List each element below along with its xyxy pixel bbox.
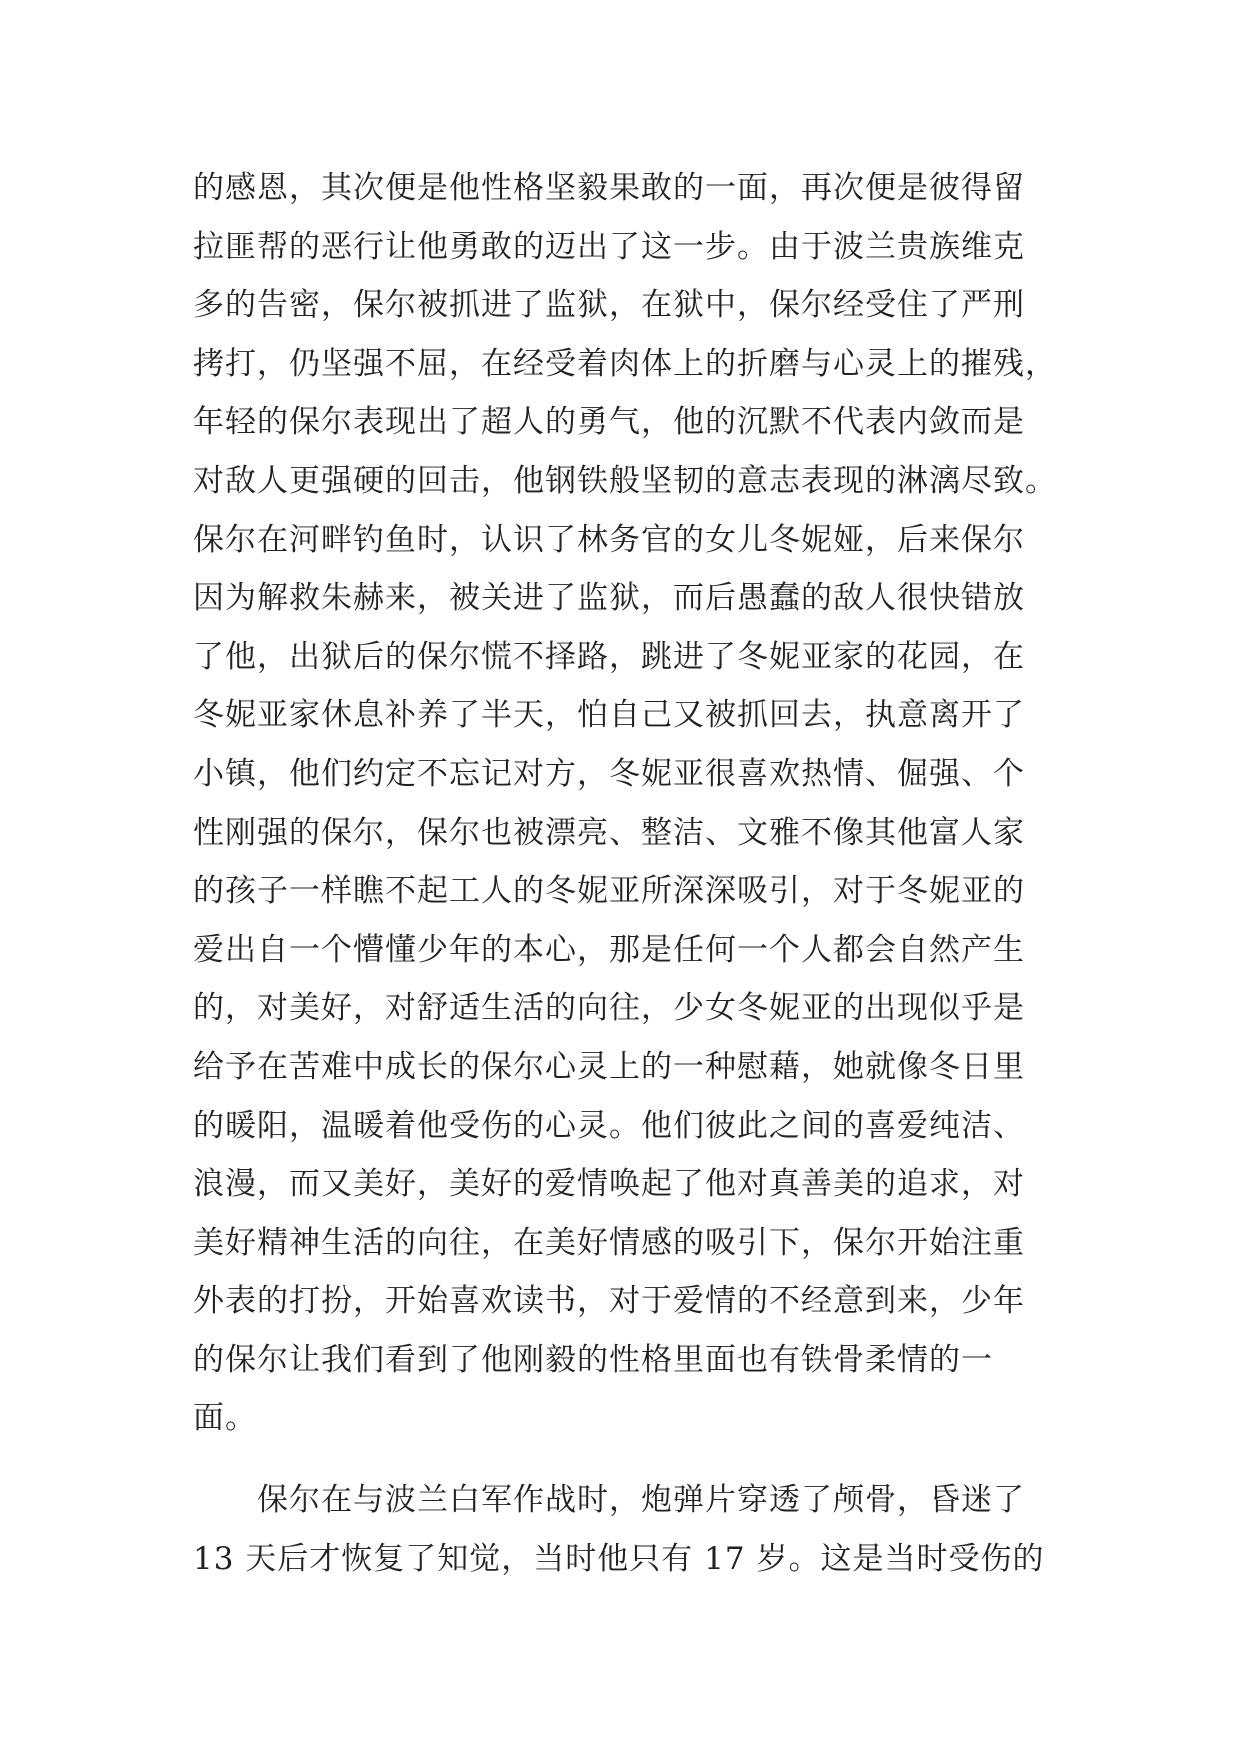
text-line: 了他，出狱后的保尔慌不择路，跳进了冬妮亚家的花园，在 xyxy=(193,638,1025,675)
text-line: 因为解救朱赫来，被关进了监狱，而后愚蠢的敌人很快错放 xyxy=(193,580,1025,617)
text-line: 外表的打扮，开始喜欢读书，对于爱情的不经意到来，少年 xyxy=(193,1283,1025,1320)
text-line: 的保尔让我们看到了他刚毅的性格里面也有铁骨柔情的一 xyxy=(193,1341,993,1378)
text-line: 面。 xyxy=(193,1400,257,1437)
text-line: 冬妮亚家休息补养了半天，怕自己又被抓回去，执意离开了 xyxy=(193,697,1025,734)
text-line: 的感恩，其次便是他性格坚毅果敢的一面，再次便是彼得留 xyxy=(193,170,1025,206)
text-line: 的，对美好，对舒适生活的向往，少女冬妮亚的出现似乎是 xyxy=(193,990,1025,1027)
text-line: 保尔在与波兰白军作战时，炮弹片穿透了颅骨，昏迷了 xyxy=(193,1482,1025,1519)
text-line: 小镇，他们约定不忘记对方，冬妮亚很喜欢热情、倔强、个 xyxy=(193,755,1025,792)
text-line: 给予在苦难中成长的保尔心灵上的一种慰藉，她就像冬日里 xyxy=(193,1048,1025,1085)
text-line: 美好精神生活的向往，在美好情感的吸引下，保尔开始注重 xyxy=(193,1224,1025,1261)
text-line: 的暖阳，温暖着他受伤的心灵。他们彼此之间的喜爱纯洁、 xyxy=(193,1107,1025,1144)
text-line: 拉匪帮的恶行让他勇敢的迈出了这一步。由于波兰贵族维克 xyxy=(193,228,1025,265)
paragraph-2 xyxy=(193,1471,1063,1588)
text-line: 浪漫，而又美好，美好的爱情唤起了他对真善美的追求，对 xyxy=(193,1166,1025,1203)
text-line: 多的告密，保尔被抓进了监狱，在狱中，保尔经受住了严刑 xyxy=(193,287,1025,324)
text-line: 年轻的保尔表现出了超人的勇气，他的沉默不代表内敛而是 xyxy=(193,404,1025,441)
text-line: 的孩子一样瞧不起工人的冬妮亚所深深吸引，对于冬妮亚的 xyxy=(193,873,1025,910)
text-line: 爱出自一个懵懂少年的本心，那是任何一个人都会自然产生 xyxy=(193,931,1025,968)
text-line: 拷打，仍坚强不屈，在经受着肉体上的折磨与心灵上的摧残， xyxy=(193,345,1057,382)
paragraph-spacing xyxy=(193,1448,1063,1471)
text-line: 对敌人更强硬的回击，他钢铁般坚韧的意志表现的淋漓尽致。 xyxy=(193,462,1057,499)
text-line: 保尔在河畔钓鱼时，认识了林务官的女儿冬妮娅，后来保尔 xyxy=(193,521,1025,558)
paragraph-1 xyxy=(193,159,1063,1448)
text-line: 13 天后才恢复了知觉，当时他只有 17 岁。这是当时受伤的 xyxy=(193,1540,1045,1577)
text-line: 性刚强的保尔，保尔也被漂亮、整洁、文雅不像其他富人家 xyxy=(193,814,1025,851)
body-text xyxy=(193,159,1063,1588)
